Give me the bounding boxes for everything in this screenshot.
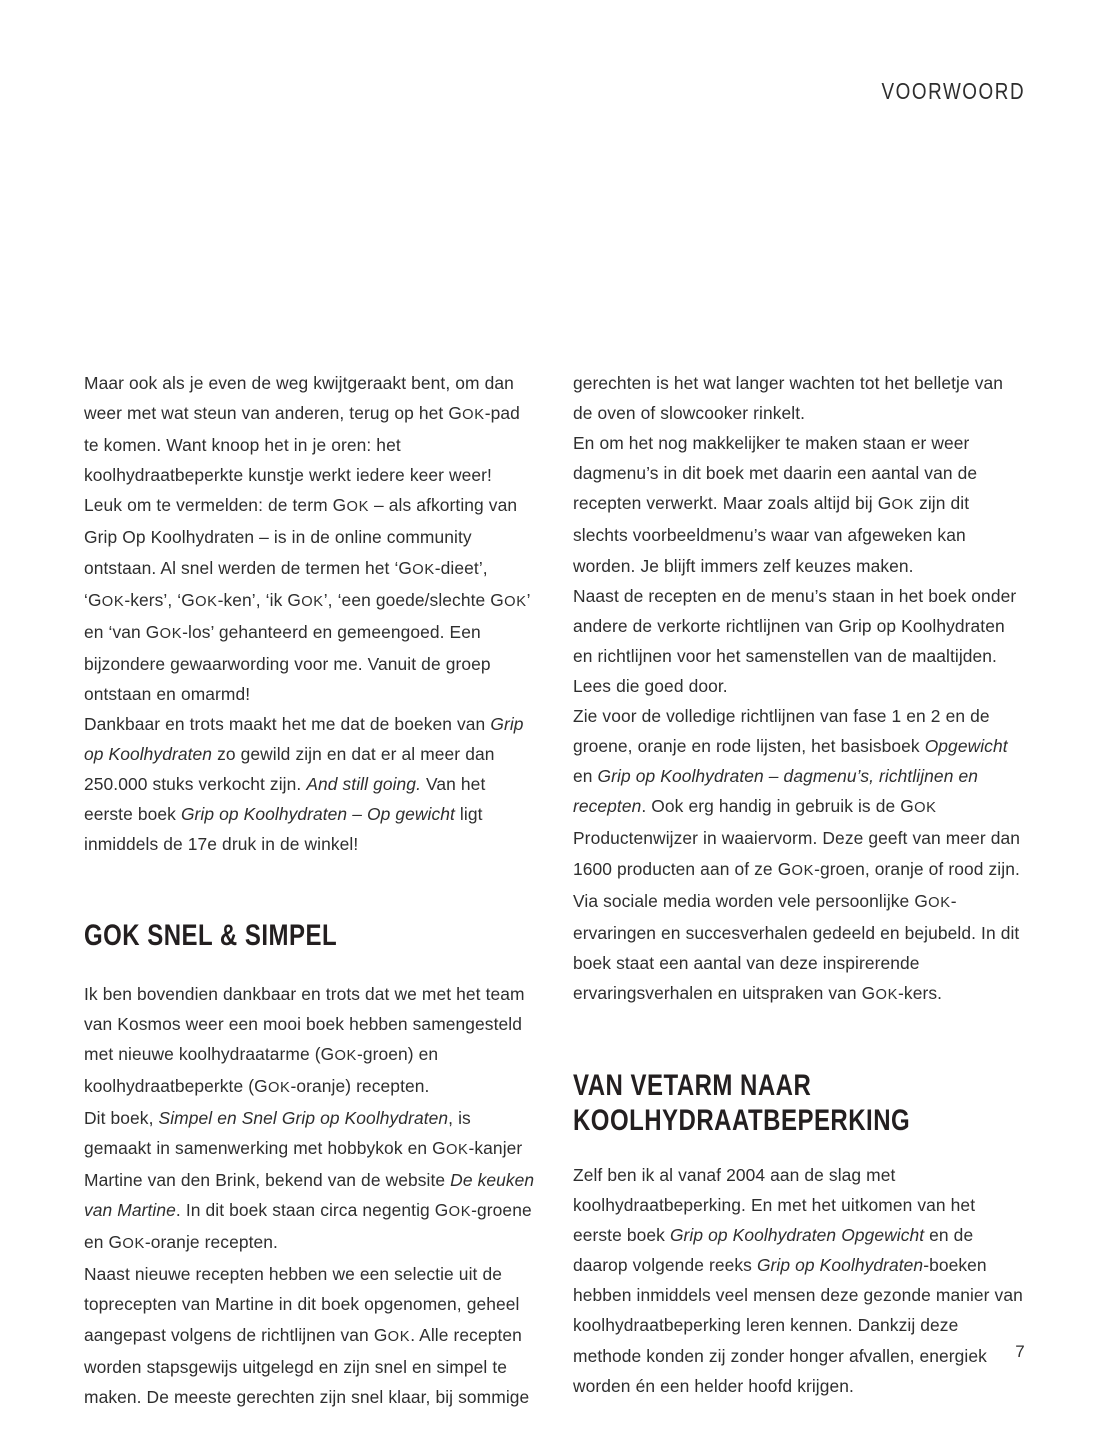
two-column-body (84, 368, 1025, 1412)
book-title: Grip op Koolhydraten – Op gewicht (180, 804, 455, 825)
page-number: 7 (1015, 1342, 1025, 1361)
gok-smallcaps: GOK (914, 890, 951, 911)
gok-smallcaps: GOK (87, 589, 125, 610)
running-head: VOORWOORD (881, 78, 1025, 104)
gok-smallcaps: GOK (332, 495, 370, 516)
book-title: Opgewicht (924, 736, 1008, 757)
book-title: Simpel en Snel Grip op Koolhydraten (158, 1107, 449, 1128)
gok-smallcaps: GOK (777, 858, 815, 879)
paragraph-left-2: Leuk om te vermelden: de term GOK – als afkorting van Grip Op Koolhydraten – is in de online community ontstaan. Al snel werden de termen het ‘GOK-dieet’, ‘GOK-kers’, ‘GOK-ken’, ‘ik GOK’, ‘een goede/slechte GOK’ en ‘van GOK-los’ gehanteerd en gemeengoed. Een bijzondere gewaarwording voor me. Vanuit de groep ontstaan en omarmd! (84, 495, 530, 704)
gok-smallcaps: GOK (287, 589, 324, 610)
section-heading-gok-snel-simpel: GOK SNEL & SIMPEL (84, 918, 338, 952)
book-title: Grip op Koolhydraten (756, 1255, 924, 1276)
gok-smallcaps: GOK (320, 1043, 357, 1064)
gok-smallcaps: GOK (373, 1324, 411, 1345)
left-column (84, 368, 535, 1412)
website-title: De keuken van Martine (84, 1170, 535, 1221)
paragraph-left-6: Naast nieuwe recepten hebben we een selectie uit de toprecepten van Martine in dit boek opgenomen, geheel aangepast volgens de richtlijnen van GOK. Alle recepten worden stapsgewijs uitgelegd en zijn snel en simpel te maken. De meeste gerechten zijn snel klaar, bij sommige (84, 1264, 530, 1407)
gok-smallcaps: GOK (490, 589, 527, 610)
gok-smallcaps: GOK (900, 796, 937, 817)
paragraph-right-2: En om het nog makkelijker te maken staan er weer dagmenu’s in dit boek met daarin een aantal van de recepten verwerkt. Maar zoals altijd bij GOK zijn dit slechts voorbeeldmenu’s waar van afgeweken kan worden. Je blijft immers zelf keuzes maken. (573, 433, 978, 576)
paragraph-left-5: Dit boek, Simpel en Snel Grip op Koolhydraten, is gemaakt in samenwerking met hobbykok en GOK-kanjer Martine van den Brink, bekend van de website De keuken van Martine. In dit boek staan circa negentig GOK-groene en GOK-oranje recepten. (84, 1107, 535, 1253)
gok-smallcaps: GOK (145, 621, 183, 642)
paragraph-left-4: Ik ben bovendien dankbaar en trots dat we met het team van Kosmos weer een mooi boek hebben samengesteld met nieuwe koolhydraatarme (GOK-groen) en koolhydraatbeperkte (GOK-oranje) recepten. (84, 983, 525, 1096)
gok-smallcaps: GOK (861, 982, 899, 1003)
gok-smallcaps: GOK (877, 493, 915, 514)
section-heading-line-2: KOOLHYDRAATBEPERKING (573, 1103, 911, 1137)
gok-smallcaps: GOK (254, 1075, 291, 1096)
book-title: Grip op Koolhydraten Opgewicht (669, 1225, 925, 1246)
paragraph-right-3: Naast de recepten en de menu’s staan in het boek onder andere de verkorte richtlijnen van Grip op Koolhydraten en richtlijnen voor het samenstellen van de maaltijden. Lees die goed door. (573, 585, 1017, 696)
paragraph-right-5: Via sociale media worden vele persoonlijke GOK-ervaringen en succesverhalen gedeeld en bejubeld. In dit boek staat een aantal van deze inspirerende ervaringsverhalen en uitspraken van GOK-kers. (573, 890, 1020, 1003)
paragraph-right-4: Zie voor de volledige richtlijnen van fase 1 en 2 en de groene, oranje en rode lijsten, het basisboek Opgewicht en Grip op Koolhydraten – dagmenu’s, richtlijnen en recepten. Ook erg handig in gebruik is de GOK Productenwijzer in waaiervorm. Deze geeft van meer dan 1600 producten aan of ze GOK-groen, oranje of rood zijn. (573, 706, 1021, 879)
paragraph-left-1: Maar ook als je even de weg kwijtgeraakt bent, om dan weer met wat steun van anderen, terug op het GOK-pad te komen. Want knoop het in je oren: het koolhydraatbeperkte kunstje werkt iedere keer weer! (84, 373, 520, 486)
paragraph-right-1: gerechten is het wat langer wachten tot het belletje van de oven of slowcooker rinkelt. (573, 373, 1004, 424)
gok-smallcaps: GOK (108, 1232, 145, 1253)
right-column (573, 368, 1024, 1401)
paragraph-right-6: Zelf ben ik al vanaf 2004 aan de slag met koolhydraatbeperking. En met het uitkomen van het eerste boek Grip op Koolhydraten Opgewicht en de daarop volgende reeks Grip op Koolhydraten-boeken hebben inmiddels veel mensen deze gezonde manier van koolhydraatbeperking leren kennen. Dankzij deze methode konden zij zonder honger afvallen, energiek worden én een helder hoofd krijgen. (573, 1164, 1023, 1396)
gok-smallcaps: GOK (448, 403, 485, 424)
section-heading-van-vetarm-naar-koolhydraatbeperking (573, 1068, 934, 1138)
gok-smallcaps: GOK (432, 1137, 469, 1158)
book-title: Grip op Koolhydraten – dagmenu’s, richtlijnen en recepten (573, 766, 978, 817)
gok-smallcaps: GOK (181, 589, 218, 610)
gok-smallcaps: GOK (398, 557, 435, 578)
phrase-emphasis: And still going. (306, 774, 421, 795)
section-heading-line-1: VAN VETARM NAAR (573, 1068, 812, 1102)
paragraph-left-3: Dankbaar en trots maakt het me dat de boeken van Grip op Koolhydraten zo gewild zijn en dat er al meer dan 250.000 stuks verkocht zijn. And still going. Van het eerste boek Grip op Koolhydraten – Op gewicht ligt inmiddels de 17e druk in de winkel! (84, 714, 524, 855)
book-title: Grip op Koolhydraten (84, 714, 524, 765)
gok-smallcaps: GOK (434, 1200, 472, 1221)
